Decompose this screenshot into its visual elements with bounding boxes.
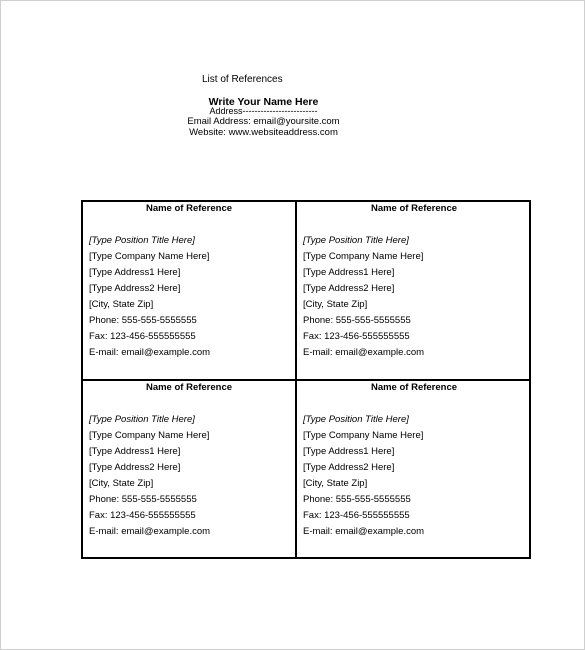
reference-details: [303, 233, 424, 361]
reference-phone: Phone: 555-555-5555555: [303, 494, 411, 505]
reference-address1: [Type Address1 Here]: [303, 267, 395, 278]
reference-heading: Name of Reference: [370, 382, 458, 393]
reference-cell: [297, 202, 531, 381]
reference-address1: [Type Address1 Here]: [89, 446, 181, 457]
reference-heading: Name of Reference: [370, 203, 458, 214]
reference-email: E-mail: email@example.com: [303, 347, 425, 358]
applicant-email: Email Address: email@yoursite.com: [187, 116, 340, 127]
reference-email: E-mail: email@example.com: [89, 526, 211, 537]
reference-fax: Fax: 123-456-555555555: [303, 331, 410, 342]
reference-city: [City, State Zip]: [89, 478, 154, 489]
reference-heading: Name of Reference: [145, 382, 233, 393]
document-title: List of References: [202, 74, 283, 85]
reference-position: [Type Position Title Here]: [303, 414, 409, 425]
reference-cell: [83, 381, 297, 557]
reference-address1: [Type Address1 Here]: [303, 446, 395, 457]
reference-address1: [Type Address1 Here]: [89, 267, 181, 278]
reference-details: [89, 412, 210, 540]
reference-position: [Type Position Title Here]: [89, 235, 195, 246]
reference-position: [Type Position Title Here]: [89, 414, 195, 425]
reference-phone: Phone: 555-555-5555555: [89, 315, 197, 326]
reference-phone: Phone: 555-555-5555555: [303, 315, 411, 326]
reference-company: [Type Company Name Here]: [89, 430, 210, 441]
reference-heading: Name of Reference: [145, 203, 233, 214]
reference-address2: [Type Address2 Here]: [303, 462, 395, 473]
reference-email: E-mail: email@example.com: [303, 526, 425, 537]
reference-company: [Type Company Name Here]: [303, 251, 424, 262]
reference-cell: [297, 381, 531, 557]
reference-city: [City, State Zip]: [303, 299, 368, 310]
reference-address2: [Type Address2 Here]: [89, 462, 181, 473]
reference-company: [Type Company Name Here]: [303, 430, 424, 441]
applicant-website: Website: www.websiteaddress.com: [189, 127, 338, 138]
reference-fax: Fax: 123-456-555555555: [89, 331, 196, 342]
reference-details: [89, 233, 210, 361]
references-table: [81, 200, 531, 559]
reference-city: [City, State Zip]: [303, 478, 368, 489]
reference-email: E-mail: email@example.com: [89, 347, 211, 358]
reference-fax: Fax: 123-456-555555555: [303, 510, 410, 521]
reference-phone: Phone: 555-555-5555555: [89, 494, 197, 505]
reference-city: [City, State Zip]: [89, 299, 154, 310]
reference-cell: [83, 202, 297, 381]
applicant-address: Address-------------------------: [209, 106, 318, 116]
applicant-name: Write Your Name Here: [208, 96, 319, 108]
reference-address2: [Type Address2 Here]: [89, 283, 181, 294]
reference-fax: Fax: 123-456-555555555: [89, 510, 196, 521]
reference-details: [303, 412, 424, 540]
reference-position: [Type Position Title Here]: [303, 235, 409, 246]
reference-address2: [Type Address2 Here]: [303, 283, 395, 294]
reference-company: [Type Company Name Here]: [89, 251, 210, 262]
